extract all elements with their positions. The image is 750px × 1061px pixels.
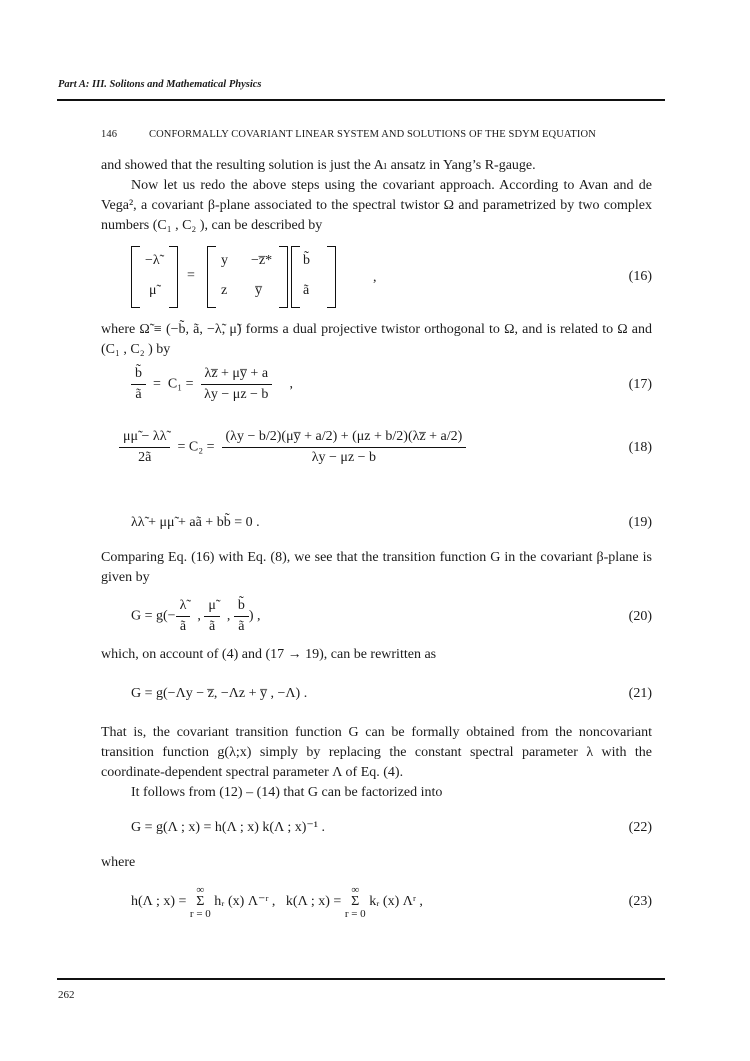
equation-20-row xyxy=(101,598,652,635)
paragraph-3: where Ω̃ ≡ (−b̃, ã, −λ̃, μ̃) forms a dual projective twistor orthogonal to Ω, and is related to Ω and (C₁ , C₂ ) by xyxy=(101,322,652,357)
paragraph-1: and showed that the resulting solution is just the Aₗ ansatz in Yang’s R-gauge. xyxy=(101,158,536,173)
bracket-right xyxy=(279,246,288,308)
eq17-trail: , xyxy=(289,376,294,392)
eq20-suffix: ) , xyxy=(248,608,261,624)
eq17-rhs xyxy=(201,366,273,403)
eq16-m11: y xyxy=(221,253,228,268)
eq20-frac-1-den: ã xyxy=(179,619,187,634)
eq16-equals: = xyxy=(187,268,195,283)
eq16-lhs-1: −λ̃ xyxy=(145,253,160,268)
bracket-right xyxy=(327,246,336,308)
equation-23-row xyxy=(101,885,652,919)
equation-number-19: (19) xyxy=(628,515,652,530)
eq20-frac-2-num: μ̃ xyxy=(204,598,220,617)
eq23-k-term: kᵣ (x) Λʳ , xyxy=(369,894,423,910)
inner-header xyxy=(101,129,596,140)
equation-23 xyxy=(101,885,423,919)
eq18-rhs-den: λy − μz − b xyxy=(311,450,377,465)
equation-number-21: (21) xyxy=(628,686,652,701)
sum-sign: Σ xyxy=(196,894,205,909)
eq17-c1: C₁ xyxy=(167,376,183,392)
eq17-lhs-num: b̃ xyxy=(131,366,146,385)
equation-number-18: (18) xyxy=(628,439,652,455)
equation-18: $\frac{\mu\mũ - \lambda\lambdã}{2ã}$ = C₂ = $\frac{(\lambda y - b/2)(\mu y̅ + a/2) + (\mu z + b/2)(\lambda z̅ + a/2)}{\lambda y - \mu z - b}$ xyxy=(101,429,466,466)
equation-number-22: (22) xyxy=(628,820,652,835)
equation-21-row xyxy=(101,685,652,703)
eq16-m21: z xyxy=(221,283,228,298)
eq18-lhs-num: μμ̃ − λλ̃ xyxy=(119,429,170,448)
equation-22-row xyxy=(101,819,652,837)
sum-symbol xyxy=(190,885,211,919)
paragraph-4: Comparing Eq. (16) with Eq. (8), we see that the transition function G in the covariant β-plane is given by xyxy=(101,550,652,585)
sum-top: ∞ xyxy=(351,884,360,896)
eq16-matrix-block xyxy=(131,246,341,308)
equation-number-23: (23) xyxy=(628,894,652,909)
sum-bottom: r = 0 xyxy=(344,908,366,920)
sum-top: ∞ xyxy=(196,884,205,896)
eq20-frac-1-num: λ̃ xyxy=(176,598,191,617)
bracket-right xyxy=(169,246,178,308)
eq20-frac-1 xyxy=(176,598,191,635)
equation-16-row xyxy=(101,246,652,308)
eq20-frac-3-num: b̃ xyxy=(234,598,249,617)
folio-page-number: 262 xyxy=(58,989,75,1001)
eq17-lhs-den: ã xyxy=(135,387,142,402)
equation-19: λλ̃ + μμ̃ + aã + bb̃ = 0 . xyxy=(131,515,260,530)
eq17-rhs-num: λz̅ + μy̅ + a xyxy=(201,366,273,385)
body-flow xyxy=(101,156,652,919)
eq18-lhs xyxy=(119,429,170,466)
eq23-h-lhs: h(Λ ; x) = xyxy=(131,894,187,910)
eq20-frac-3-den: ã xyxy=(238,619,245,634)
eq16-rhs-2: ã xyxy=(303,283,310,298)
inner-page-number: 146 xyxy=(101,129,118,140)
eq18-lhs-den: 2ã xyxy=(138,450,152,465)
eq20-frac-2-den: ã xyxy=(209,619,216,634)
eq23-k-lhs: k(Λ ; x) = xyxy=(285,894,342,910)
sum-bottom: r = 0 xyxy=(189,908,211,920)
equation-17: $\frac{b̃}{ã}$ = C₁ = $\frac{\lambda z̅ + \mu y̅ + a}{\lambda y - \mu z - b}$ , xyxy=(101,366,293,403)
paragraph-5: which, on account of (4) and (17 → 19), can be rewritten as xyxy=(101,647,437,662)
bracket-left xyxy=(131,246,140,308)
eq16-lhs-2: μ̃ xyxy=(149,283,157,298)
chapter-title: CONFORMALLY COVARIANT LINEAR SYSTEM AND SOLUTIONS OF THE SDYM EQUATION xyxy=(149,129,596,140)
equation-19-row xyxy=(101,514,652,532)
equation-22: G = g(Λ ; x) = h(Λ ; x) k(Λ ; x)⁻¹ . xyxy=(131,820,325,835)
eq23-h-term: hᵣ (x) Λ⁻ʳ , xyxy=(214,894,276,910)
paragraph-7: It follows from (12) – (14) that G can be factorized into xyxy=(131,785,443,800)
eq16-rhs-1: b̃ xyxy=(303,253,310,268)
eq20-frac-2 xyxy=(204,598,220,635)
equation-number-17: (17) xyxy=(628,376,652,392)
bracket-left xyxy=(291,246,300,308)
equation-18-row xyxy=(101,429,652,466)
eq18-rhs xyxy=(222,429,467,466)
equation-20: G = g(− $\frac{\lambdã}{ã}$ , $\frac{\mũ}{ã}$ , $\frac{b̃}{ã}$ ) , xyxy=(131,598,261,634)
equation-17-row xyxy=(101,366,652,403)
eq20-frac-3 xyxy=(234,598,249,635)
eq17-lhs xyxy=(131,366,146,403)
paragraph-8: where xyxy=(101,855,136,870)
equation-number-16: (16) xyxy=(628,269,652,284)
eq20-prefix: G = g(− xyxy=(131,608,176,624)
paragraph-6: That is, the covariant transition function G can be formally obtained from the noncovariant transition function g(λ;x) simply by replacing the constant spectral parameter λ with the coordinate-dependent spectral parameter Λ of Eq. (4). xyxy=(101,725,652,780)
equation-21: G = g(−Λy − z̅, −Λz + y̅ , −Λ) . xyxy=(131,686,308,701)
running-head: Part A: III. Solitons and Mathematical Physics xyxy=(58,79,262,90)
equation-16 xyxy=(101,246,377,308)
sum-sign: Σ xyxy=(351,894,360,909)
equation-number-20: (20) xyxy=(628,608,652,624)
paragraph-2: Now let us redo the above steps using the covariant approach. According to Avan and de Vega², a covariant β-plane associated to the spectral twistor Ω and parametrized by two complex numbers (C₁ , C₂ ), can be described by xyxy=(101,178,652,233)
sum-symbol xyxy=(345,885,366,919)
eq16-m22: y̅ xyxy=(255,283,262,298)
eq18-c2: C₂ xyxy=(188,439,204,455)
bottom-rule xyxy=(57,978,665,980)
eq18-rhs-num: (λy − b/2)(μy̅ + a/2) + (μz + b/2)(λz̅ + a/2) xyxy=(222,429,467,448)
eq17-rhs-den: λy − μz − b xyxy=(204,387,269,402)
top-rule xyxy=(57,99,665,101)
eq16-trail: , xyxy=(373,269,377,285)
bracket-left xyxy=(207,246,216,308)
eq16-m12: −z̅* xyxy=(251,253,273,268)
